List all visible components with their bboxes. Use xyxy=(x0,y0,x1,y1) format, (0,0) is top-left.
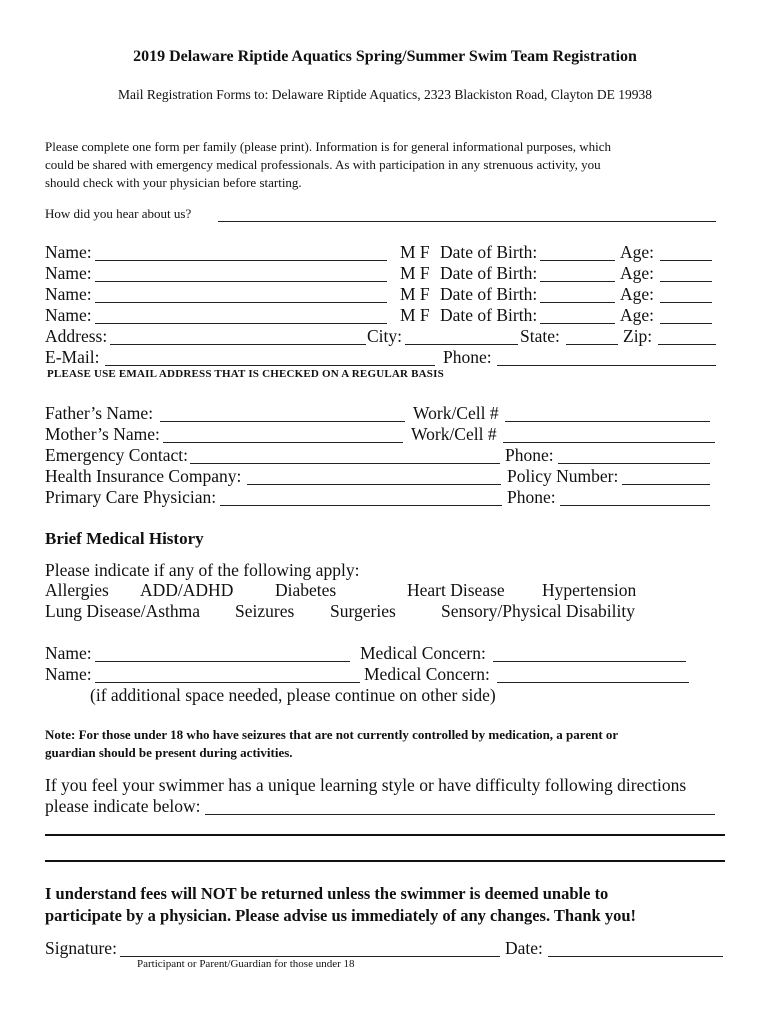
signature-label: Signature: xyxy=(45,938,117,958)
address-field[interactable] xyxy=(110,344,366,345)
workcell-label: Work/Cell # xyxy=(411,424,497,444)
condition-hypertension[interactable]: Hypertension xyxy=(542,580,637,600)
condition-lung-disease[interactable]: Lung Disease/Asthma xyxy=(45,601,201,621)
condition-sensory-disability[interactable]: Sensory/Physical Disability xyxy=(441,601,635,621)
condition-seizures[interactable]: Seizures xyxy=(235,601,295,621)
physician-label: Primary Care Physician: xyxy=(45,487,217,507)
mother-name-field[interactable] xyxy=(163,442,403,443)
condition-add-adhd[interactable]: ADD/ADHD xyxy=(140,580,234,600)
name-label: Name: xyxy=(45,263,92,283)
name-label: Name: xyxy=(45,305,92,325)
zip-label: Zip: xyxy=(623,326,653,346)
fees-note-line-1: I understand fees will NOT be returned unless the swimmer is deemed unable to xyxy=(45,884,609,903)
physician-field[interactable] xyxy=(220,505,502,506)
policy-label: Policy Number: xyxy=(507,466,619,486)
form-title: 2019 Delaware Riptide Aquatics Spring/Summer Swim Team Registration xyxy=(133,48,637,65)
age-label: Age: xyxy=(620,305,655,325)
learning-line-2: please indicate below: xyxy=(45,796,201,816)
dob-label: Date of Birth: xyxy=(440,242,538,262)
phone-field[interactable] xyxy=(497,365,716,366)
email-field[interactable] xyxy=(105,365,435,366)
dob-label: Date of Birth: xyxy=(440,305,538,325)
mail-instructions: Mail Registration Forms to: Delaware Riptide Aquatics, 2323 Blackiston Road, Clayton DE 19938 xyxy=(118,87,652,102)
seizure-note-line-1: Note: For those under 18 who have seizures that are not currently controlled by medication, a parent or xyxy=(45,727,619,742)
phone-label: Phone: xyxy=(507,487,556,507)
emergency-label: Emergency Contact: xyxy=(45,445,189,465)
name-label: Name: xyxy=(45,664,92,684)
address-label: Address: xyxy=(45,326,108,346)
name-label: Name: xyxy=(45,242,92,262)
intro-line-2: could be shared with emergency medical professionals. As with participation in any strenuous activity, you xyxy=(45,157,601,172)
insurance-label: Health Insurance Company: xyxy=(45,466,242,486)
concern-label: Medical Concern: xyxy=(360,643,486,663)
policy-field[interactable] xyxy=(622,484,710,485)
condition-diabetes[interactable]: Diabetes xyxy=(275,580,337,600)
insurance-field[interactable] xyxy=(247,484,501,485)
medical-name-field-2[interactable] xyxy=(95,682,360,683)
age-label: Age: xyxy=(620,284,655,304)
father-workcell-field[interactable] xyxy=(505,421,710,422)
age-field-4[interactable] xyxy=(660,323,712,324)
dob-field-1[interactable] xyxy=(540,260,615,261)
name-field-4[interactable] xyxy=(95,323,387,324)
emergency-field[interactable] xyxy=(190,463,500,464)
date-label: Date: xyxy=(505,938,543,958)
medical-heading: Brief Medical History xyxy=(45,529,204,548)
physician-phone-field[interactable] xyxy=(560,505,710,506)
father-name-field[interactable] xyxy=(160,421,405,422)
condition-surgeries[interactable]: Surgeries xyxy=(330,601,396,621)
sex-options[interactable]: M F xyxy=(400,284,430,304)
city-label: City: xyxy=(367,326,403,346)
condition-heart-disease[interactable]: Heart Disease xyxy=(407,580,505,600)
sex-options[interactable]: M F xyxy=(400,242,430,262)
intro-line-3: should check with your physician before starting. xyxy=(45,175,302,190)
sex-options[interactable]: M F xyxy=(400,305,430,325)
medical-name-field-1[interactable] xyxy=(95,661,350,662)
hear-about-field[interactable] xyxy=(218,221,716,222)
medical-concern-field-1[interactable] xyxy=(493,661,686,662)
condition-allergies[interactable]: Allergies xyxy=(45,580,109,600)
age-field-1[interactable] xyxy=(660,260,712,261)
phone-label: Phone: xyxy=(505,445,554,465)
dob-field-2[interactable] xyxy=(540,281,615,282)
state-label: State: xyxy=(520,326,560,346)
age-label: Age: xyxy=(620,263,655,283)
phone-label: Phone: xyxy=(443,347,492,367)
medical-prompt: Please indicate if any of the following apply: xyxy=(45,560,360,580)
dob-label: Date of Birth: xyxy=(440,284,538,304)
learning-field-3[interactable] xyxy=(45,860,725,862)
medical-concern-field-2[interactable] xyxy=(497,682,689,683)
state-field[interactable] xyxy=(566,344,618,345)
emergency-phone-field[interactable] xyxy=(558,463,710,464)
age-field-3[interactable] xyxy=(660,302,712,303)
age-field-2[interactable] xyxy=(660,281,712,282)
signature-field[interactable] xyxy=(120,956,500,957)
mother-label: Mother’s Name: xyxy=(45,424,160,444)
email-note: PLEASE USE EMAIL ADDRESS THAT IS CHECKED ON A REGULAR BASIS xyxy=(47,368,444,380)
name-field-1[interactable] xyxy=(95,260,387,261)
dob-field-4[interactable] xyxy=(540,323,615,324)
additional-space-note: (if additional space needed, please continue on other side) xyxy=(90,685,496,705)
learning-field-2[interactable] xyxy=(45,834,725,836)
fees-note-line-2: participate by a physician. Please advise us immediately of any changes. Thank you! xyxy=(45,906,636,925)
name-field-3[interactable] xyxy=(95,302,387,303)
age-label: Age: xyxy=(620,242,655,262)
email-label: E-Mail: xyxy=(45,347,100,367)
sex-options[interactable]: M F xyxy=(400,263,430,283)
dob-field-3[interactable] xyxy=(540,302,615,303)
intro-line-1: Please complete one form per family (please print). Information is for general informational purposes, which xyxy=(45,139,612,154)
date-field[interactable] xyxy=(548,956,723,957)
mother-workcell-field[interactable] xyxy=(503,442,715,443)
name-label: Name: xyxy=(45,643,92,663)
learning-field-1[interactable] xyxy=(205,814,715,815)
father-label: Father’s Name: xyxy=(45,403,154,423)
hear-about-label: How did you hear about us? xyxy=(45,206,192,221)
city-field[interactable] xyxy=(405,344,518,345)
concern-label: Medical Concern: xyxy=(364,664,490,684)
name-field-2[interactable] xyxy=(95,281,387,282)
seizure-note-line-2: guardian should be present during activities. xyxy=(45,745,293,760)
dob-label: Date of Birth: xyxy=(440,263,538,283)
signature-caption: Participant or Parent/Guardian for those under 18 xyxy=(137,958,355,970)
zip-field[interactable] xyxy=(658,344,716,345)
workcell-label: Work/Cell # xyxy=(413,403,499,423)
learning-line-1: If you feel your swimmer has a unique learning style or have difficulty following directions xyxy=(45,775,687,795)
name-label: Name: xyxy=(45,284,92,304)
